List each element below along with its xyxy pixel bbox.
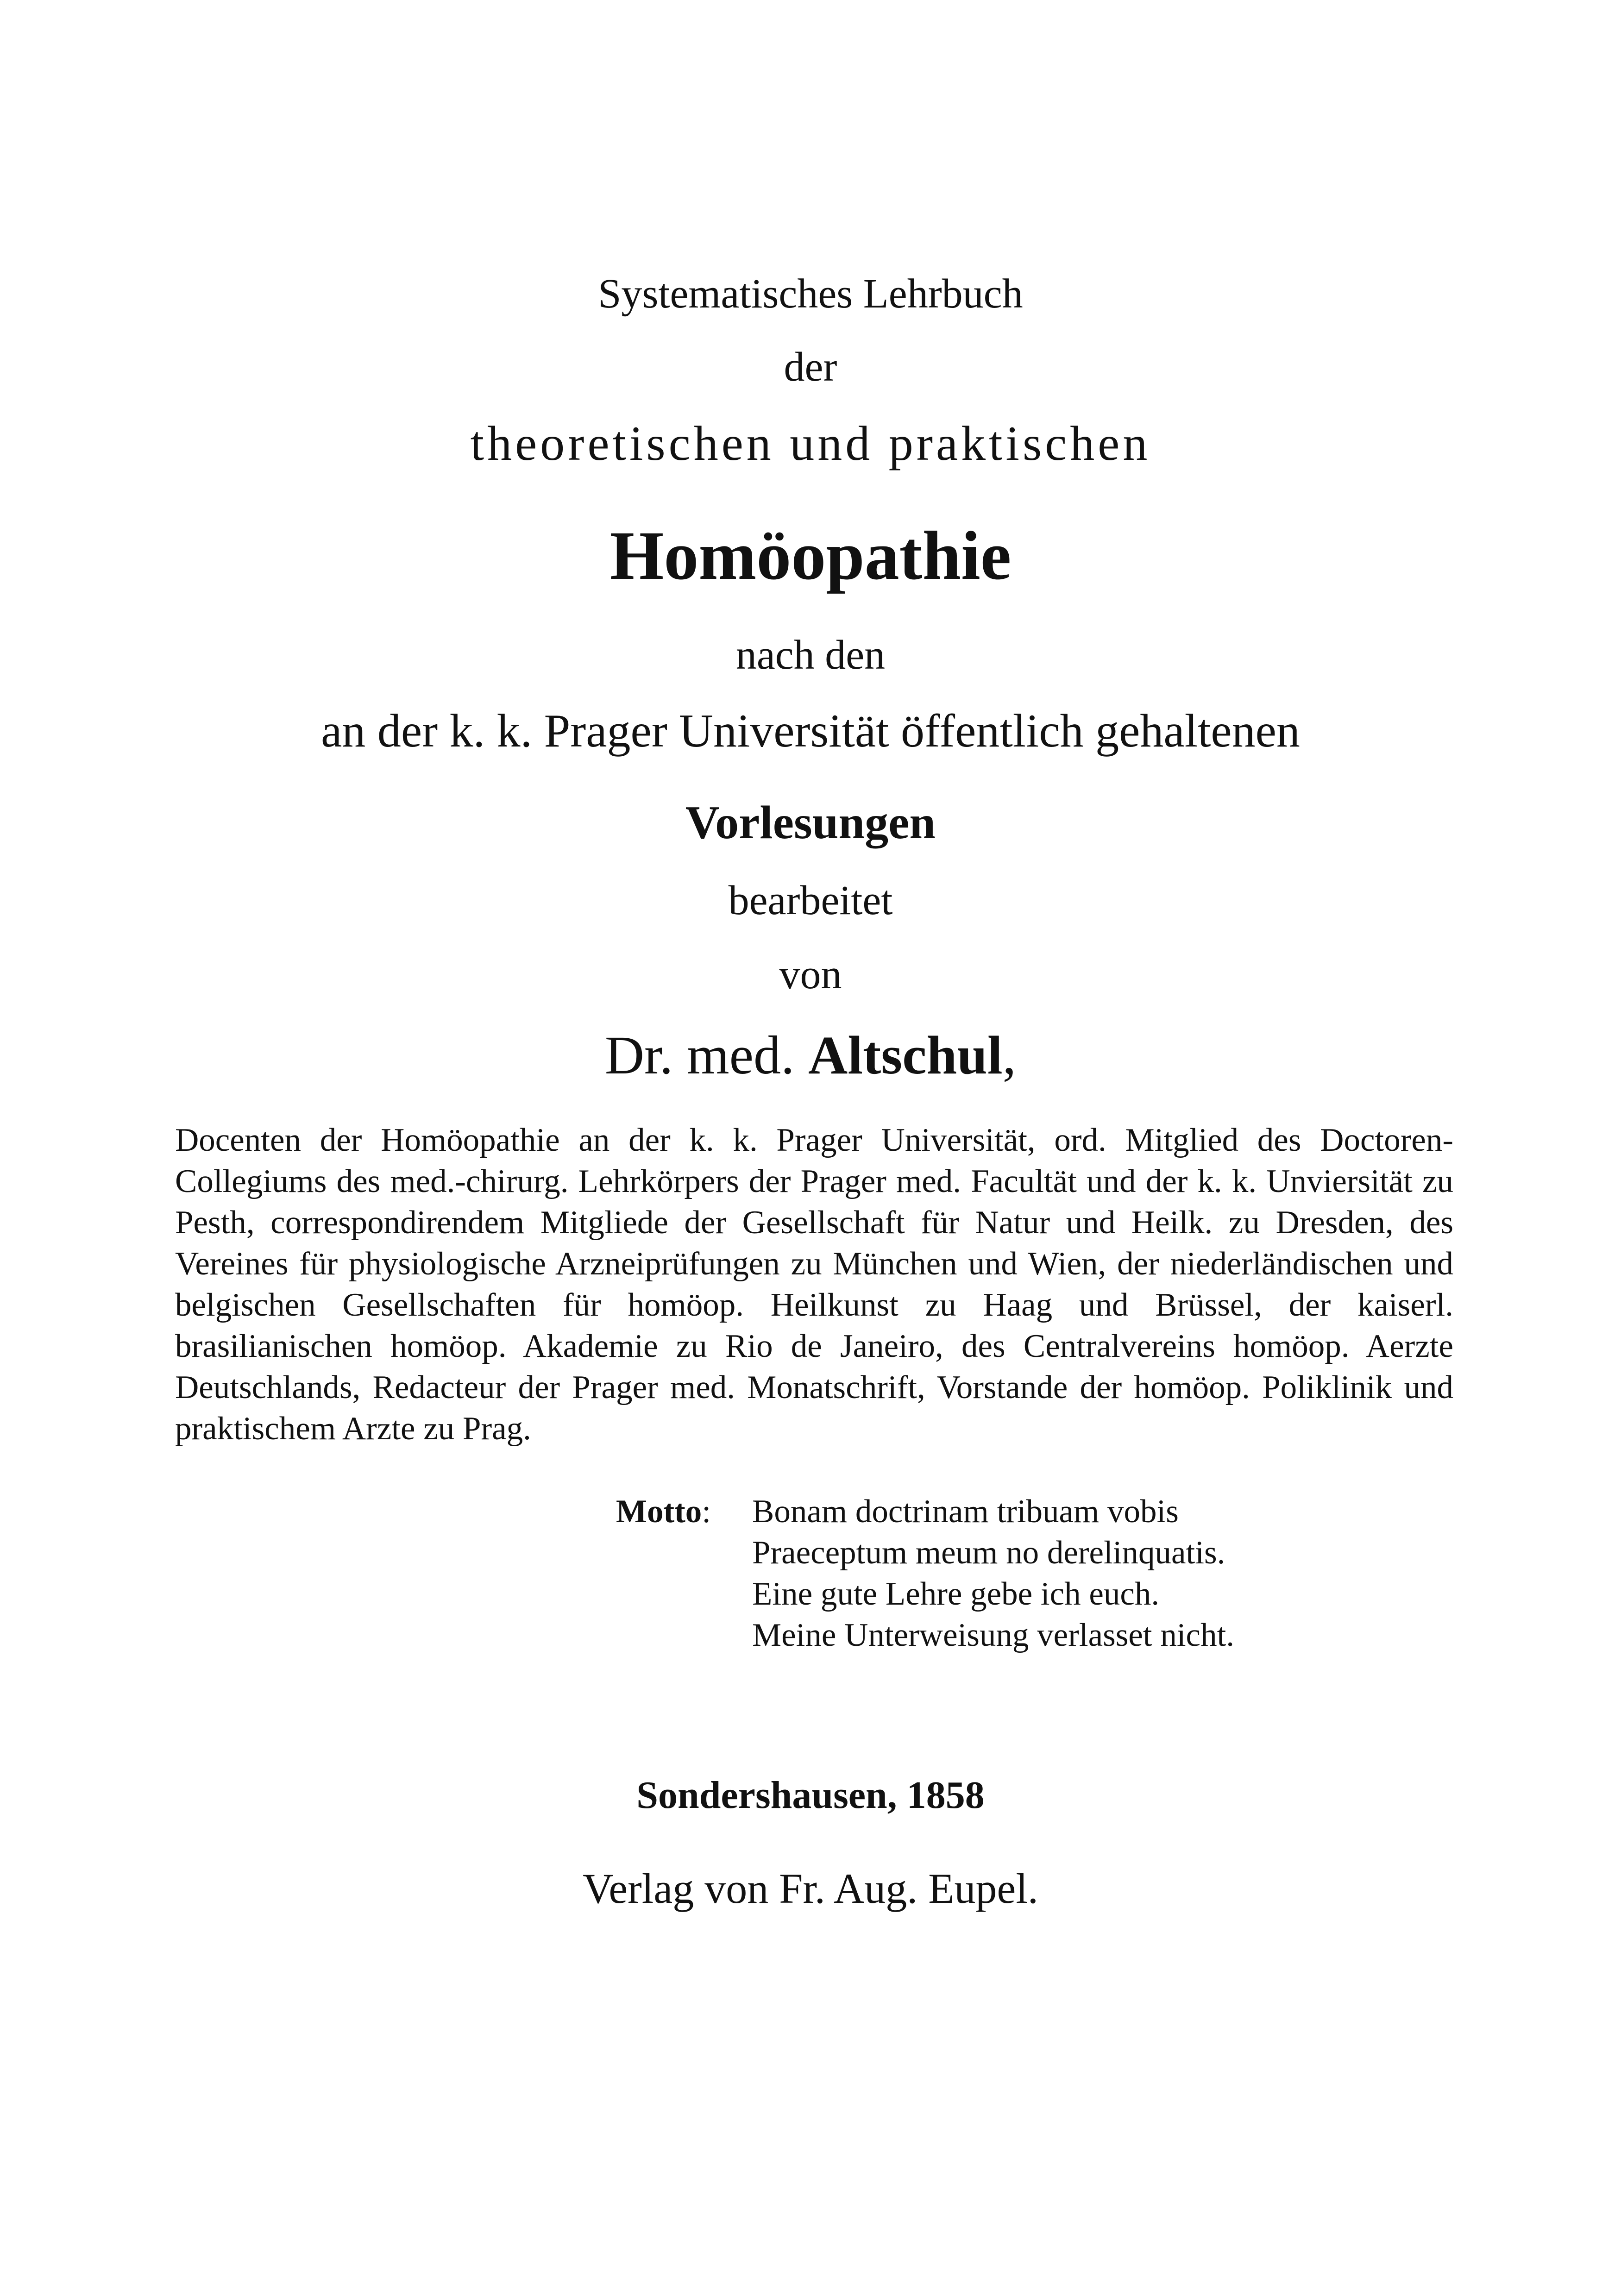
lectures-heading: Vorlesungen	[685, 797, 936, 849]
author-credentials: Docenten der Homöopathie an der k. k. Prager Universität, ord. Mitglied des Doctoren-Collegiums des med.-chirurg. Lehrkörpers der Prager med. Facultät und der k. k. Unviersität zu Pesth, correspondirendem Mitgliede der Gesellschaft für Natur und Heilk. zu Dresden, des Vereines für physiologische Arzneiprüfungen zu München und Wien, der niederländischen und belgischen Gesellschaften für homöop. Heilkunst zu Haag und Brüssel, der kaiserl. brasilianischen homöop. Akademie zu Rio de Janeiro, des Centralvereins homöop. Aerzte Deutschlands, Redacteur der Prager med. Monatschrift, Vorstande der homöop. Poliklinik und praktischem Arzte zu Prag.	[175, 1122, 1453, 1447]
imprint-publisher: Verlag von Fr. Aug. Eupel.	[583, 1865, 1038, 1912]
subtitle-line-5: nach den	[735, 632, 886, 678]
subtitle-line-3: theoretischen und praktischen	[470, 416, 1151, 470]
author-line	[0, 1025, 1621, 1085]
university-line: an der k. k. Prager Universität öffentlich gehaltenen	[321, 705, 1300, 757]
motto-line: Meine Unterweisung verlasset nicht.	[752, 1617, 1235, 1653]
main-title: Homöopathie	[609, 517, 1012, 594]
motto-quote	[752, 1491, 1234, 1656]
edited-line: bearbeitet	[728, 878, 893, 923]
author-suffix: ,	[1002, 1025, 1017, 1085]
motto-label	[616, 1491, 711, 1532]
motto-colon: :	[702, 1493, 711, 1530]
author-name: Altschul	[808, 1025, 1003, 1085]
subtitle-line-2: der	[784, 344, 837, 390]
subtitle-line-1: Systematisches Lehrbuch	[598, 271, 1023, 317]
author-prefix: Dr. med.	[604, 1025, 809, 1085]
imprint-place-year: Sondershausen, 1858	[636, 1774, 985, 1817]
motto-line: Praeceptum meum no derelinquatis.	[752, 1535, 1225, 1571]
by-line: von	[779, 952, 842, 997]
motto-line: Bonam doctrinam tribuam vobis	[752, 1493, 1179, 1530]
motto-line: Eine gute Lehre gebe ich euch.	[752, 1576, 1160, 1612]
motto-label-text: Motto	[616, 1493, 702, 1530]
